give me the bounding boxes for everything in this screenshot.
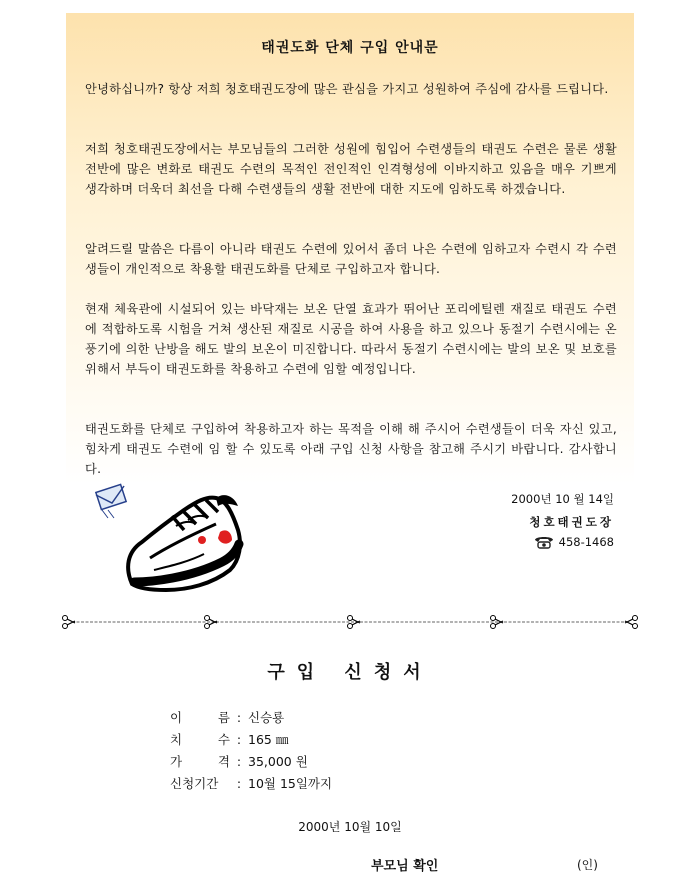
scissors-icon: [205, 616, 218, 629]
form-row-size: [170, 729, 332, 751]
field-value: 165 ㎜: [248, 732, 289, 747]
field-value: 35,000 원: [248, 754, 308, 769]
notice-panel: [66, 13, 634, 484]
notice-date: 2000년 10 월 14일: [511, 492, 614, 506]
notice-paragraph-purpose: 알려드릴 말씀은 다름이 아니라 태권도 수련에 있어서 좀더 나은 수련에 임하고자 수련시 각 수련생들이 개인적으로 착용할 태권도화를 단체로 구입하고자 합니다.: [85, 242, 617, 276]
notice-paragraph-greeting: 안녕하십니까? 항상 저희 청호태권도장에 많은 관심을 가지고 성원하여 주심에 감사를 드립니다.: [85, 82, 609, 96]
form-title: 구입 신청서: [267, 662, 433, 683]
form-row-name: [170, 707, 332, 729]
field-label: 치 수: [170, 732, 230, 747]
form-fields: [170, 707, 332, 795]
scissors-icon: [625, 616, 638, 629]
mail-envelope-icon: [96, 484, 126, 518]
seal-mark: (인): [577, 858, 598, 872]
notice-paragraph-reason: 현재 체육관에 시설되어 있는 바닥재는 보온 단열 효과가 뛰어난 포리에틸렌 재질로 태권도 수련에 적합하도록 시험을 거쳐 생산된 재질로 시공을 하여 사용을 하고 있으나 동절기 수련시에는 온풍기에 의한 난방을 해도 발의 보온이 미진합니다. 따라서 동절기 수련시에는 발의 보온 및 보호를 위해서 부득이 태권도화를 착용하고 수련에 임할 예정입니다.: [85, 302, 617, 376]
telephone-icon: [533, 535, 555, 549]
form-date: 2000년 10월 10일: [298, 820, 402, 834]
school-name: 청호태권도장: [529, 515, 614, 529]
field-value: 신승룡: [248, 710, 285, 725]
notice-paragraph-closing: 태권도화를 단체로 구입하여 착용하고자 하는 목적을 이해 해 주시어 수련생들이 더욱 자신 있고, 힘차게 태권도 수련에 임 할 수 있도록 아래 구입 신청 사항을 참고해 주시기 바랍니다. 감사합니다.: [85, 422, 617, 476]
field-colon: :: [236, 710, 242, 725]
cut-line: [60, 614, 640, 630]
phone-contact: [533, 535, 614, 549]
scissors-icon: [63, 616, 76, 629]
field-label: 가 격: [170, 754, 230, 769]
form-row-period: [170, 773, 332, 795]
field-colon: :: [236, 754, 242, 769]
field-label: 신청기간: [170, 776, 219, 791]
sneaker-clipart: [92, 482, 252, 602]
form-row-price: [170, 751, 332, 773]
notice-paragraph-intro: 저희 청호태권도장에서는 부모님들의 그러한 성원에 힘입어 수련생들의 태권도 수련은 물론 생활전반에 많은 변화로 태권도 수련의 목적인 전인적인 인격형성에 이바지하고 있음을 매우 기쁘게 생각하며 더욱더 최선을 다해 수련생들의 생활 전반에 대한 지도에 임하도록 하겠습니다.: [85, 142, 617, 196]
notice-title: 태권도화 단체 구입 안내문: [261, 40, 439, 56]
field-colon: :: [236, 776, 242, 791]
field-value: 10월 15일까지: [248, 776, 333, 791]
parent-confirm-label: 부모님 확인: [371, 859, 439, 874]
field-colon: :: [236, 732, 242, 747]
field-label: 이 름: [170, 710, 230, 725]
phone-number: 458-1468: [558, 535, 614, 549]
